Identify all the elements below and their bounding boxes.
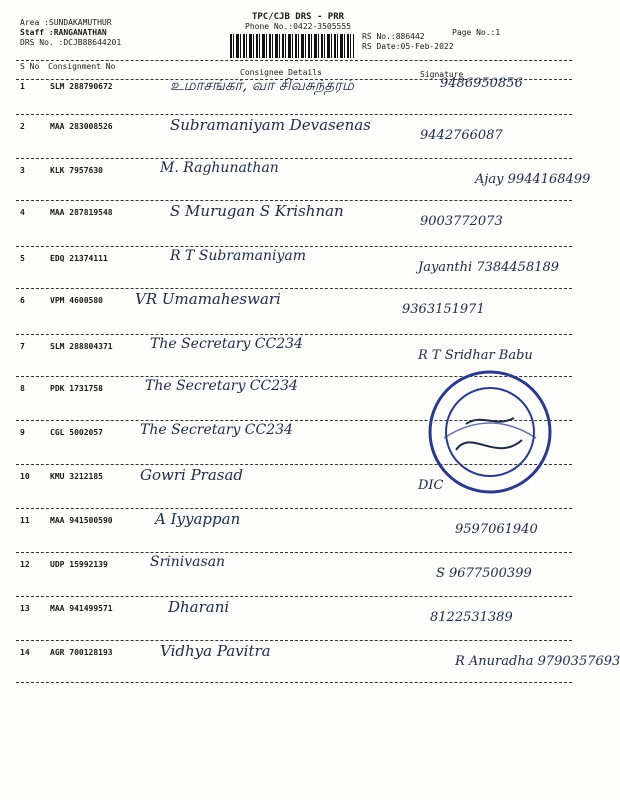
col-sno: S No	[20, 62, 40, 71]
row-sno: 6	[20, 296, 25, 305]
row-consignee-handwritten: The Secretary CC234	[150, 336, 303, 352]
row-sno: 11	[20, 516, 30, 525]
rs-number: RS No.:886442	[362, 32, 425, 41]
row-sno: 12	[20, 560, 30, 569]
phone-number: Phone No.:0422-3505555	[245, 22, 351, 31]
row-signature-handwritten: DIC	[418, 478, 444, 493]
row-consignment-no: AGR 700128193	[50, 648, 113, 657]
row-sno: 8	[20, 384, 25, 393]
row-signature-handwritten: S 9677500399	[436, 566, 532, 581]
staff-label: Staff :RANGANATHAN	[20, 28, 107, 37]
barcode-graphic	[230, 34, 354, 58]
row-consignee-handwritten: The Secretary CC234	[145, 378, 298, 394]
header-rule-top	[16, 60, 572, 61]
row-signature-handwritten: 9597061940	[455, 522, 538, 537]
row-sno: 14	[20, 648, 30, 657]
col-consignee: Consignee Details	[240, 68, 322, 77]
row-consignee-handwritten: VR Umamaheswari	[135, 290, 281, 308]
row-sno: 13	[20, 604, 30, 613]
row-consignee-handwritten: R T Subramaniyam	[170, 248, 307, 264]
row-sno: 7	[20, 342, 25, 351]
row-signature-handwritten: 9003772073	[420, 214, 503, 229]
row-divider	[16, 246, 572, 247]
row-consignment-no: KMU 3212185	[50, 472, 103, 481]
row-consignee-handwritten: Vidhya Pavitra	[160, 642, 271, 660]
row-consignee-handwritten: Srinivasan	[150, 554, 226, 570]
row-sno: 4	[20, 208, 25, 217]
page-number: Page No.:1	[452, 28, 501, 37]
row-consignee-handwritten: Gowri Prasad	[140, 466, 244, 484]
row-consignment-no: EDQ 21374111	[50, 254, 108, 263]
row-signature-handwritten: R T Sridhar Babu	[418, 348, 533, 363]
row-consignment-no: MAA 283008526	[50, 122, 113, 131]
row-consignment-no: MAA 287819548	[50, 208, 113, 217]
row-consignment-no: KLK 7957630	[50, 166, 103, 175]
row-sno: 2	[20, 122, 25, 131]
row-divider	[16, 682, 572, 683]
row-consignee-handwritten: M. Raghunathan	[160, 160, 279, 176]
document-title: TPC/CJB DRS - PRR	[251, 12, 345, 22]
row-signature-handwritten: 9442766087	[420, 128, 503, 143]
row-consignee-handwritten: S Murugan S Krishnan	[170, 202, 344, 220]
row-signature-handwritten: R Anuradha 9790357693	[455, 654, 620, 669]
row-consignee-handwritten: Subramaniyam Devasenas	[170, 116, 371, 134]
row-sno: 9	[20, 428, 25, 437]
row-signature-handwritten: 9486950856	[440, 76, 523, 91]
row-divider	[16, 596, 572, 597]
row-divider	[16, 334, 572, 335]
row-signature-handwritten: Ajay 9944168499	[475, 172, 591, 187]
area-label: Area :SUNDAKAMUTHUR	[20, 18, 112, 27]
row-consignee-handwritten: Dharani	[168, 598, 230, 616]
rs-date: RS Date:05-Feb-2022	[362, 42, 454, 51]
row-consignee-handwritten: A Iyyappan	[155, 510, 241, 528]
row-consignee-handwritten: உமாசங்கர், வா சிவசுந்தரம்	[170, 76, 354, 94]
row-consignment-no: MAA 941500590	[50, 516, 113, 525]
row-signature-handwritten: 8122531389	[430, 610, 513, 625]
row-signature-handwritten: Jayanthi 7384458189	[418, 260, 560, 275]
row-sno: 1	[20, 82, 25, 91]
row-sno: 10	[20, 472, 30, 481]
row-divider	[16, 508, 572, 509]
header-right	[362, 32, 454, 52]
row-consignment-no: CGL 5002057	[50, 428, 103, 437]
drs-number: DRS No. :DCJB88644201	[20, 38, 122, 47]
row-consignment-no: SLM 288804371	[50, 342, 113, 351]
row-sno: 5	[20, 254, 25, 263]
row-divider	[16, 640, 572, 641]
row-consignment-no: MAA 941499571	[50, 604, 113, 613]
row-consignment-no: UDP 15992139	[50, 560, 108, 569]
col-signature: Signature	[420, 70, 464, 79]
row-sno: 3	[20, 166, 25, 175]
row-divider	[16, 114, 572, 115]
row-signature-handwritten: 9363151971	[402, 302, 485, 317]
row-consignment-no: VPM 4600580	[50, 296, 103, 305]
row-divider	[16, 200, 572, 201]
row-divider	[16, 552, 572, 553]
row-divider	[16, 158, 572, 159]
office-seal-stamp	[426, 368, 554, 496]
row-consignment-no: SLM 288790672	[50, 82, 113, 91]
header-center	[228, 12, 368, 31]
header-left	[20, 18, 121, 48]
col-consignment: Consignment No	[48, 62, 116, 71]
row-consignment-no: PDK 1731758	[50, 384, 103, 393]
row-consignee-handwritten: The Secretary CC234	[140, 422, 293, 438]
row-divider	[16, 288, 572, 289]
